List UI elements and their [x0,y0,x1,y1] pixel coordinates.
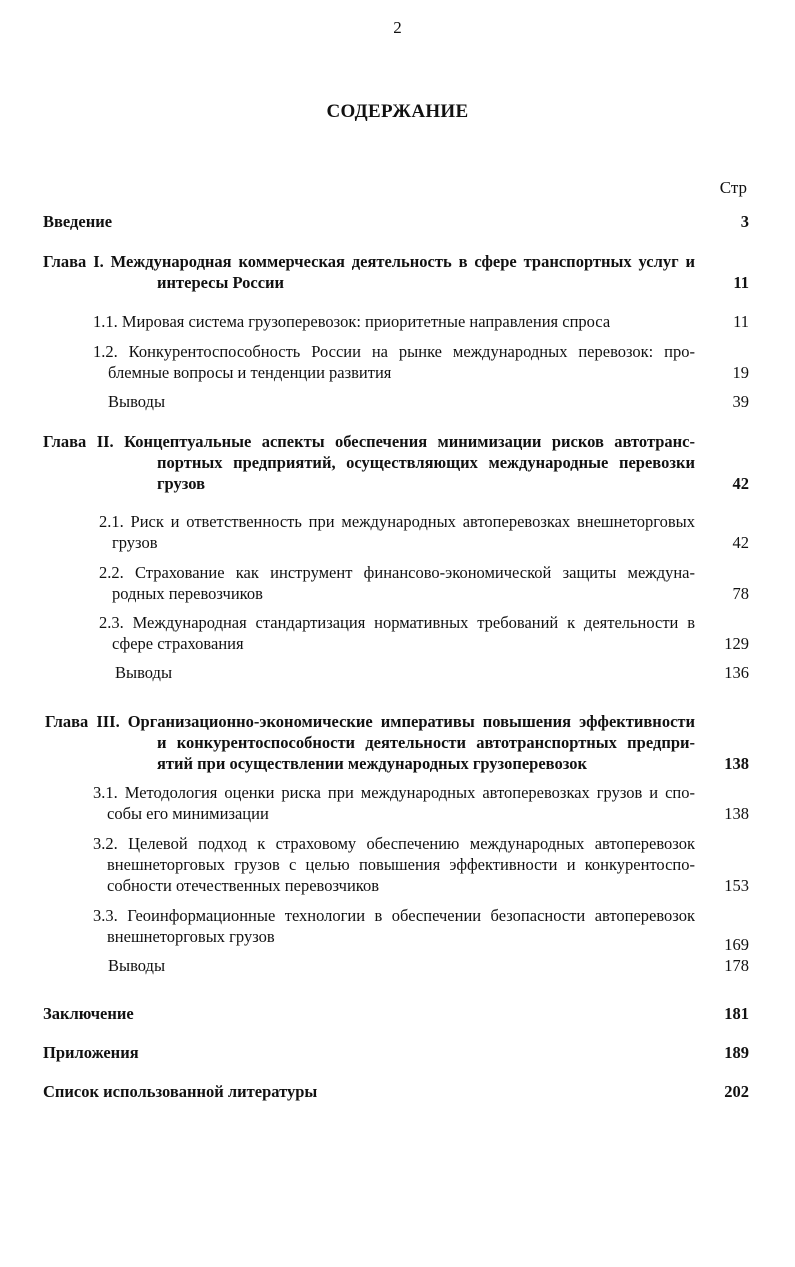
toc-entry-label-line: и конкурентоспособности деятельности автотранспортных предпри- [157,733,695,752]
toc-entry-page: 3 [740,212,749,231]
toc-entry-label-line: 2.1. Риск и ответственность при международных автоперевозках внешнеторговых [99,512,695,531]
toc-entry-label-line: грузов [157,474,205,493]
toc-entry-label-line: собы его минимизации [107,804,269,823]
toc-entry-label-line: внешнеторговых грузов [107,927,275,946]
toc-entry-page: 138 [724,804,749,823]
toc-entry-label-line: 3.3. Геоинформационные технологии в обеспечении безопасности автоперевозок [93,906,695,925]
toc-entry-label: Приложения [43,1043,139,1062]
toc-entry-label-line: Глава II. Концептуальные аспекты обеспечения минимизации рисков автотранс- [43,432,695,451]
toc-entry-label-line: блемные вопросы и тенденции развития [108,363,392,382]
toc-entry-label-line: 2.2. Страхование как инструмент финансово-экономической защиты междуна- [99,563,695,582]
toc-entry-label-line: грузов [112,533,158,552]
toc-entry-label-line: интересы России [157,273,285,292]
toc-entry-label-line: ятий при осуществлении международных грузоперевозок [157,754,587,773]
toc-entry-page: 138 [724,754,749,773]
toc-entry-label: 1.1. Мировая система грузоперевозок: приоритетные направления спроса [93,312,611,331]
toc-entry-page: 178 [724,956,749,975]
page-number: 2 [393,18,402,37]
toc-entry-label: Список использованной литературы [43,1082,318,1101]
toc-entry-page: 189 [724,1043,749,1062]
toc-entry-label: Выводы [108,392,166,411]
toc-entry-label: Заключение [43,1004,134,1023]
toc-entry-page: 129 [724,634,749,653]
toc-entry-label-line: Глава I. Международная коммерческая деятельность в сфере транспортных услуг и [43,252,695,271]
toc-entry-page: 11 [733,273,749,292]
toc-entry-page: 169 [724,935,749,954]
toc-entry-label-line: Глава III. Организационно-экономические императивы повышения эффективности [45,712,695,731]
toc-entry-label-line: 1.2. Конкурентоспособность России на рынке международных перевозок: про- [93,342,695,361]
toc-entry-page: 19 [732,363,749,382]
toc-entry-label: Введение [43,212,113,231]
toc-entry-label-line: внешнеторговых грузов с целью повышения эффективности и конкурентоспо- [107,855,695,874]
toc-entry-label-line: собности отечественных перевозчиков [107,876,380,895]
toc-entry-label-line: 2.3. Международная стандартизация нормативных требований к деятельности в [99,613,695,632]
page-title: СОДЕРЖАНИЕ [326,101,469,122]
toc-entry-label-line: сфере страхования [112,634,244,653]
toc-entry-label-line: родных перевозчиков [112,584,263,603]
toc-entry-page: 153 [724,876,749,895]
toc-entry-page: 202 [724,1082,749,1101]
toc-entry-label: Выводы [115,663,173,682]
toc-entry-label-line: 3.1. Методология оценки риска при международных автоперевозках грузов и спо- [93,783,695,802]
toc-entry-label: Выводы [108,956,166,975]
toc-entry-page: 78 [732,584,749,603]
toc-entry-page: 181 [724,1004,749,1023]
page-column-header: Стр [719,178,747,197]
toc-entry-page: 11 [733,312,749,331]
toc-entry-page: 42 [732,533,749,552]
toc-entry-page: 42 [732,474,749,493]
toc-entry-label-line: 3.2. Целевой подход к страховому обеспечению международных автоперевозок [93,834,695,853]
toc-entry-page: 39 [732,392,749,411]
toc-entry-page: 136 [724,663,749,682]
toc-entry-label-line: портных предприятий, осуществляющих международные перевозки [157,453,695,472]
